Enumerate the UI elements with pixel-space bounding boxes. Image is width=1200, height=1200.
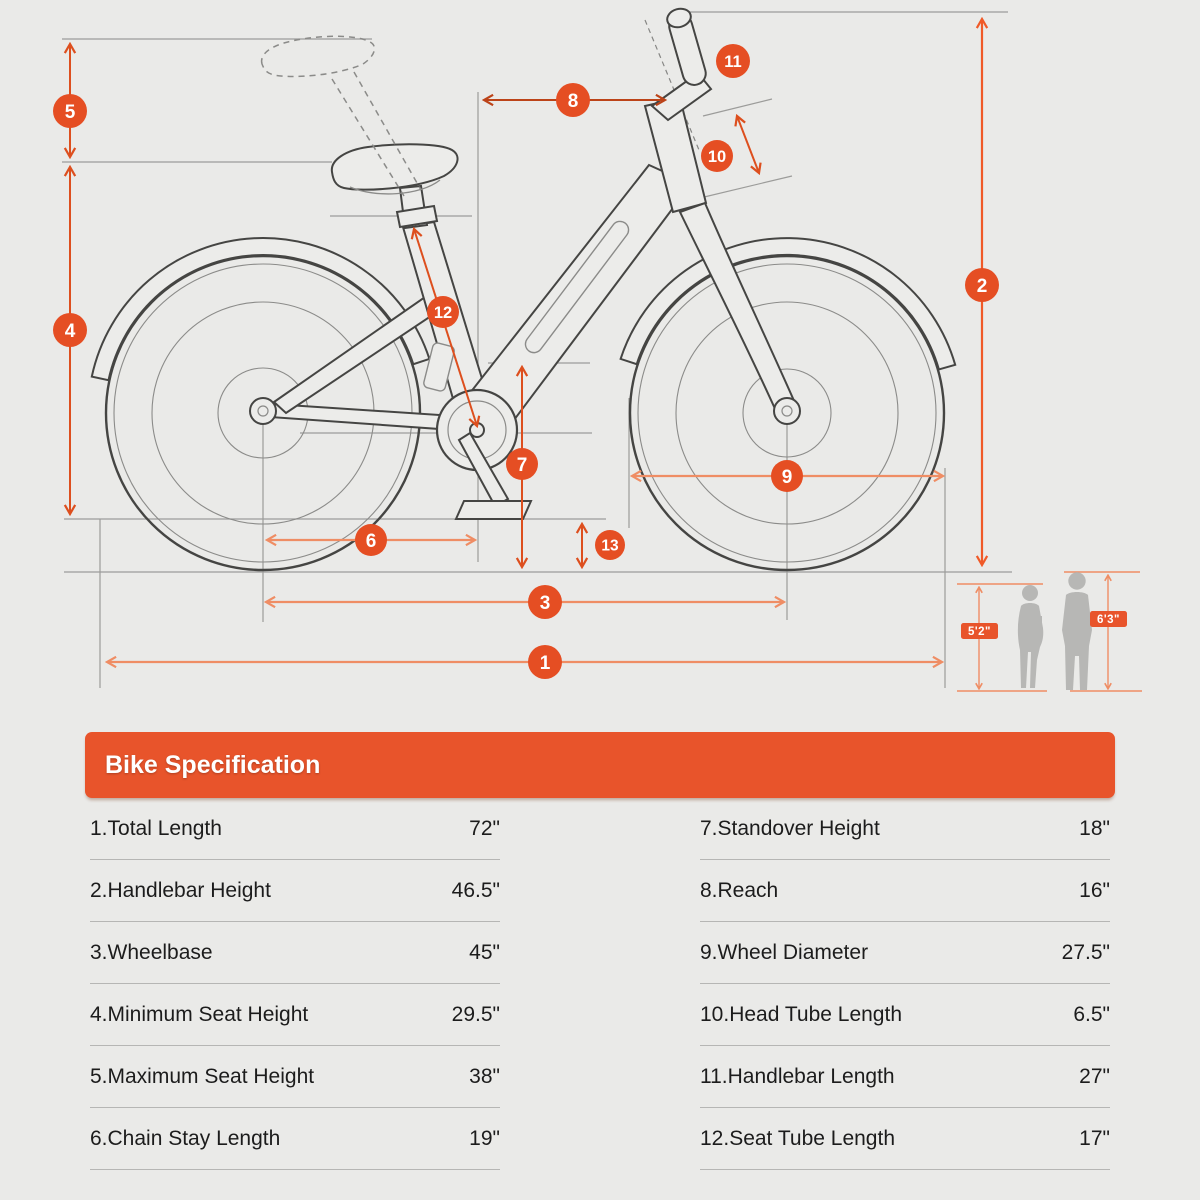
female-silhouette: [1018, 585, 1043, 688]
svg-text:13: 13: [601, 537, 619, 555]
svg-text:7: 7: [516, 454, 528, 476]
marker-3: [528, 585, 562, 619]
marker-6: [355, 524, 387, 556]
saddle: [332, 144, 458, 189]
svg-text:5'2": 5'2": [968, 626, 991, 639]
spec-value: 27": [1079, 1064, 1110, 1088]
spec-row-head-tube-length: [700, 984, 1110, 1046]
spec-value: 46.5": [451, 878, 500, 902]
spec-value: 38": [469, 1064, 500, 1088]
male-height-label: [1090, 611, 1127, 627]
spec-row-handlebar-height: [90, 860, 500, 922]
svg-text:10: 10: [707, 147, 727, 166]
svg-text:3: 3: [539, 592, 551, 614]
spec-value: 45": [469, 940, 500, 964]
spec-label: 3.Wheelbase: [90, 940, 213, 964]
spec-row-min-seat-height: [90, 984, 500, 1046]
spec-column-left: [90, 798, 500, 1170]
spec-label: 2.Handlebar Height: [90, 878, 271, 902]
marker-2: [965, 268, 999, 302]
spec-row-wheelbase: [90, 922, 500, 984]
rear-fender: [92, 238, 430, 380]
spec-row-handlebar-length: [700, 1046, 1110, 1108]
spec-label: 9.Wheel Diameter: [700, 940, 869, 964]
marker-7: [506, 448, 538, 480]
marker-4: [53, 313, 87, 347]
spec-row-total-length: [90, 798, 500, 860]
front-fender: [621, 238, 956, 369]
head-tube-bottom-tick: [700, 176, 792, 198]
front-fork: [680, 203, 795, 411]
bike-drawing: [92, 6, 955, 570]
marker-8: [556, 83, 590, 117]
spec-row-seat-tube-length: [700, 1108, 1110, 1170]
female-height-label: [961, 623, 998, 639]
spec-value: 16": [1079, 878, 1110, 902]
spec-value: 19": [469, 1126, 500, 1150]
spec-row-reach: [700, 860, 1110, 922]
svg-text:8: 8: [567, 90, 579, 112]
spec-value: 17": [1079, 1126, 1110, 1150]
svg-text:9: 9: [781, 466, 793, 488]
rider-height-reference: [957, 572, 1142, 691]
spec-value: 18": [1079, 816, 1110, 840]
front-dropout: [774, 398, 800, 424]
spec-value: 29.5": [451, 1002, 500, 1026]
spec-label: 7.Standover Height: [700, 816, 880, 840]
spec-label: 4.Minimum Seat Height: [90, 1002, 309, 1026]
spec-column-right: [700, 798, 1110, 1170]
svg-text:4: 4: [64, 320, 76, 342]
dim-line-10-head-tube: [737, 116, 759, 173]
marker-5: [53, 94, 87, 128]
spec-row-chain-stay-length: [90, 1108, 500, 1170]
spec-row-wheel-diameter: [700, 922, 1110, 984]
svg-text:11: 11: [724, 52, 742, 71]
spec-label: 11.Handlebar Length: [700, 1064, 895, 1088]
spec-label: 6.Chain Stay Length: [90, 1126, 281, 1150]
marker-10: [701, 140, 733, 172]
spec-label: 1.Total Length: [90, 816, 222, 840]
spec-label: 8.Reach: [700, 878, 779, 902]
svg-text:5: 5: [64, 101, 76, 123]
svg-text:12: 12: [433, 303, 453, 322]
spec-row-standover-height: [700, 798, 1110, 860]
svg-text:2: 2: [976, 275, 988, 297]
rear-dropout: [250, 398, 276, 424]
pedal: [456, 501, 531, 519]
spec-label: 10.Head Tube Length: [700, 1002, 903, 1026]
svg-text:6: 6: [365, 530, 377, 552]
spec-value: 6.5": [1073, 1002, 1110, 1026]
marker-9: [771, 460, 803, 492]
spec-label: 12.Seat Tube Length: [700, 1126, 895, 1150]
male-silhouette: [1062, 572, 1092, 690]
spec-row-max-seat-height: [90, 1046, 500, 1108]
svg-text:1: 1: [539, 652, 551, 674]
marker-13: [595, 530, 625, 560]
marker-1: [528, 645, 562, 679]
spec-value: 72": [469, 816, 500, 840]
marker-11: [716, 44, 750, 78]
spec-value: 27.5": [1061, 940, 1110, 964]
spec-table-header: [85, 732, 1115, 798]
marker-12: [427, 296, 459, 328]
svg-text:6'3": 6'3": [1097, 614, 1120, 627]
head-tube-top-tick: [703, 99, 772, 116]
spec-label: 5.Maximum Seat Height: [90, 1064, 315, 1088]
spec-table-title: Bike Specification: [105, 750, 321, 779]
